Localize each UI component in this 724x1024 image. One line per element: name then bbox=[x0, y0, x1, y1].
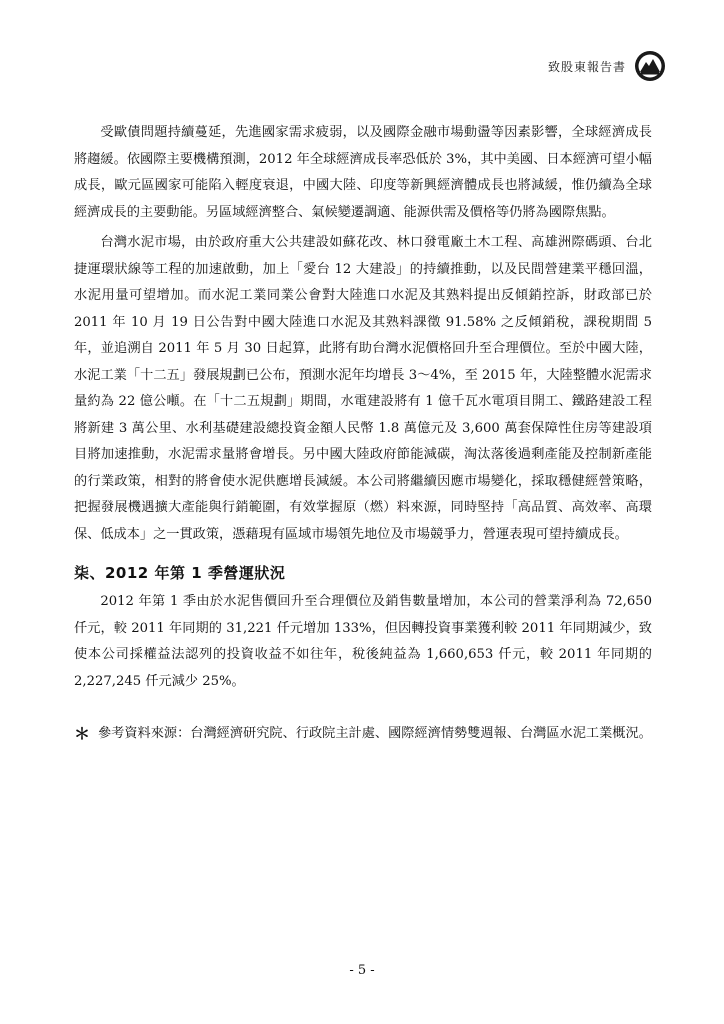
paragraph-q1-results: 2012 年第 1 季由於水泥售價回升至合理價位及銷售數量增加，本公司的營業淨利為 72,650 仟元，較 2011 年同期的 31,221 仟元增加 133%，但因轉投資事業獲利較 2011 年同期減少，致使本公司採權益法認列的投資收益不如往年，稅後純益為 1,660,653 仟元，較 2011 年同期的 2,227,245 仟元減少 25%。 bbox=[74, 594, 652, 689]
paragraph-global-economy: 受歐債問題持續蔓延，先進國家需求疲弱，以及國際金融市場動盪等因素影響，全球經濟成長將趨緩。依國際主要機構預測，2012 年全球經濟成長率恐低於 3%，其中美國、日本經濟可望小幅成長，歐元區國家可能陷入輕度衰退，中國大陸、印度等新興經濟體成長也將減緩，惟仍續為全球經濟成長的主要動能。另區域經濟整合、氣候變遷調適、能源供需及價格等仍將為國際焦點。 bbox=[74, 125, 652, 220]
section-heading: 柒、2012 年第 1 季營運狀況 bbox=[74, 564, 286, 582]
page-header bbox=[548, 50, 666, 82]
reference-note bbox=[74, 721, 652, 748]
note-marker: ＊ bbox=[74, 724, 91, 743]
note-text: 參考資料來源：台灣經濟研究院、行政院主計處、國際經濟情勢雙週報、台灣區水泥工業概況。 bbox=[98, 726, 652, 741]
header-title: 致股東報告書 bbox=[547, 59, 626, 74]
page-number: - 5 - bbox=[349, 963, 375, 978]
paragraph-cement-market: 台灣水泥市場，由於政府重大公共建設如蘇花改、林口發電廠土木工程、高雄洲際碼頭、台北捷運環狀線等工程的加速啟動，加上「愛台 12 大建設」的持續推動，以及民間營建業平穩回溫，水泥用量可望增加。而水泥工業同業公會對大陸進口水泥及其熟料提出反傾銷控訴，財政部已於 2011 年 10 月 19 日公告對中國大陸進口水泥及其熟料課徵 91.58% 之反傾銷稅，課稅期間 5 年，並追溯自 2011 年 5 月 30 日起算，此將有助台灣水泥價格回升至合理價位。至於中國大陸，水泥工業「十二五」發展規劃已公布，預測水泥年均增長 3～4%，至 2015 年，大陸整體水泥需求量約為 22 億公噸。在「十二五規劃」期間，水電建設將有 1 億千瓦水電項目開工、鐵路建設工程將新建 3 萬公里、水利基礎建設總投資金額人民幣 1.8 萬億元及 3,600 萬套保障性住房等建設項目將加速推動，水泥需求量將會增長。另中國大陸政府節能減碳，淘汰落後過剩產能及控制新產能的行業政策，相對的將會使水泥供應增長減緩。本公司將繼續因應市場變化，採取穩健經營策略，把握發展機遇擴大產能與行銷範圍，有效掌握原（燃）料來源，同時堅持「高品質、高效率、高環保、低成本」之一貫政策，憑藉現有區域市場領先地位及市場競爭力，營運表現可望持續成長。 bbox=[74, 235, 652, 542]
company-logo-icon bbox=[634, 50, 666, 82]
report-body bbox=[74, 120, 652, 748]
